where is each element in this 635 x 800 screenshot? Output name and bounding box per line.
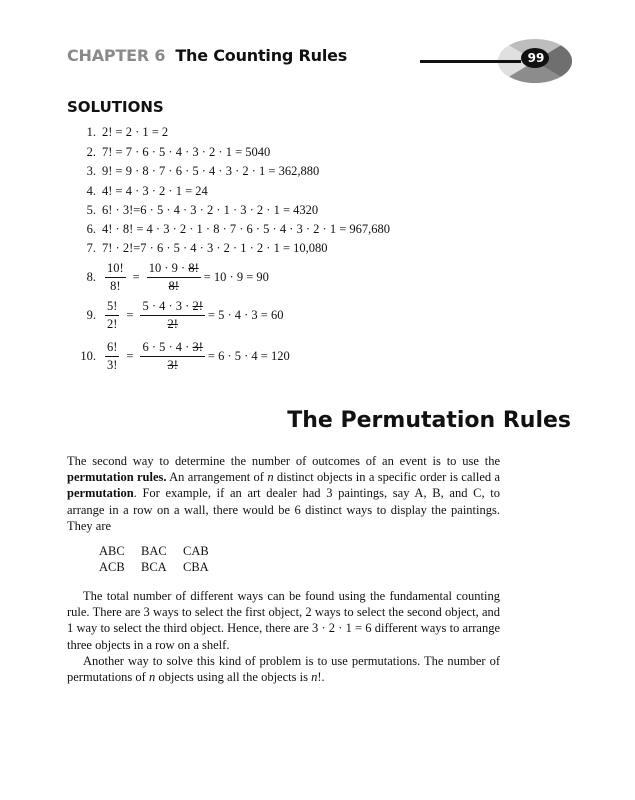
solution-line: 5. 6! · 3!=6 · 5 · 4 · 3 · 2 · 1 · 3 · 2 · 1 = 4320 [86,203,319,217]
solution-line: 7. 7! · 2!=7 · 6 · 5 · 4 · 3 · 2 · 1 · 2 · 1 = 10,080 [86,241,328,255]
running-header [67,46,347,65]
arrangement-row: ACB BCA CBA [99,560,209,574]
page-number: 99 [527,51,545,65]
solution-line: 6. 4! · 8! = 4 · 3 · 2 · 1 · 8 · 7 · 6 · 5 · 4 · 3 · 2 · 1 = 967,680 [86,222,391,236]
solution-line: 3. 9! = 9 · 8 · 7 · 6 · 5 · 4 · 3 · 2 · 1 = 362,880 [86,164,320,178]
solutions-heading: SOLUTIONS [67,98,164,116]
chapter-title: The Counting Rules [175,46,348,65]
arrangement-row: ABC BAC CAB [99,544,209,558]
paragraph-permutations: Another way to solve this kind of problem is to use permutations. The number of permutations of n objects using all the objects is n!. [67,654,500,685]
solution-line: 4. 4! = 4 · 3 · 2 · 1 = 24 [86,184,208,198]
solution-line: 1. 2! = 2 · 1 = 2 [86,125,169,139]
section-title: The Permutation Rules [287,408,571,433]
solution-line: 2. 7! = 7 · 6 · 5 · 4 · 3 · 2 · 1 = 5040 [86,145,271,159]
solution-fraction-line: 10. $\frac{6!}{3!}$ = $\frac{6 \cdot 5 \cdot 4 \cdot 3!}{3!}$ = 6 · 5 · 4 = 120 [80,340,290,372]
solution-fraction-line: 9. $\frac{5!}{2!}$ = $\frac{5 \cdot 4 \cdot 3 \cdot 2!}{2!}$ = 5 · 4 · 3 = 60 [86,299,284,331]
chapter-label: CHAPTER 6 [67,46,166,65]
arrangement-table [99,543,225,575]
paragraph-intro: The second way to determine the number of outcomes of an event is to use the permutation rules. An arrangement of n distinct objects in a specific order is called a permutation. For example, if an art dealer had 3 paintings, say A, B, and C, to arrange in a row on a wall, there would be 6 distinct ways to display the paintings. They are [67,454,500,533]
paragraph-counting: The total number of different ways can be found using the fundamental counting rule. There are 3 ways to select the first object, 2 ways to select the second object, and 1 way to select the third object. Hence, there are 3 · 2 · 1 = 6 different ways to arrange three objects in a row on a shelf. [67,589,500,652]
solution-fraction-line: 8. $\frac{10!}{8!}$ = $\frac{10 \cdot 9 \cdot 8!}{8!}$ = 10 · 9 = 90 [86,261,269,293]
